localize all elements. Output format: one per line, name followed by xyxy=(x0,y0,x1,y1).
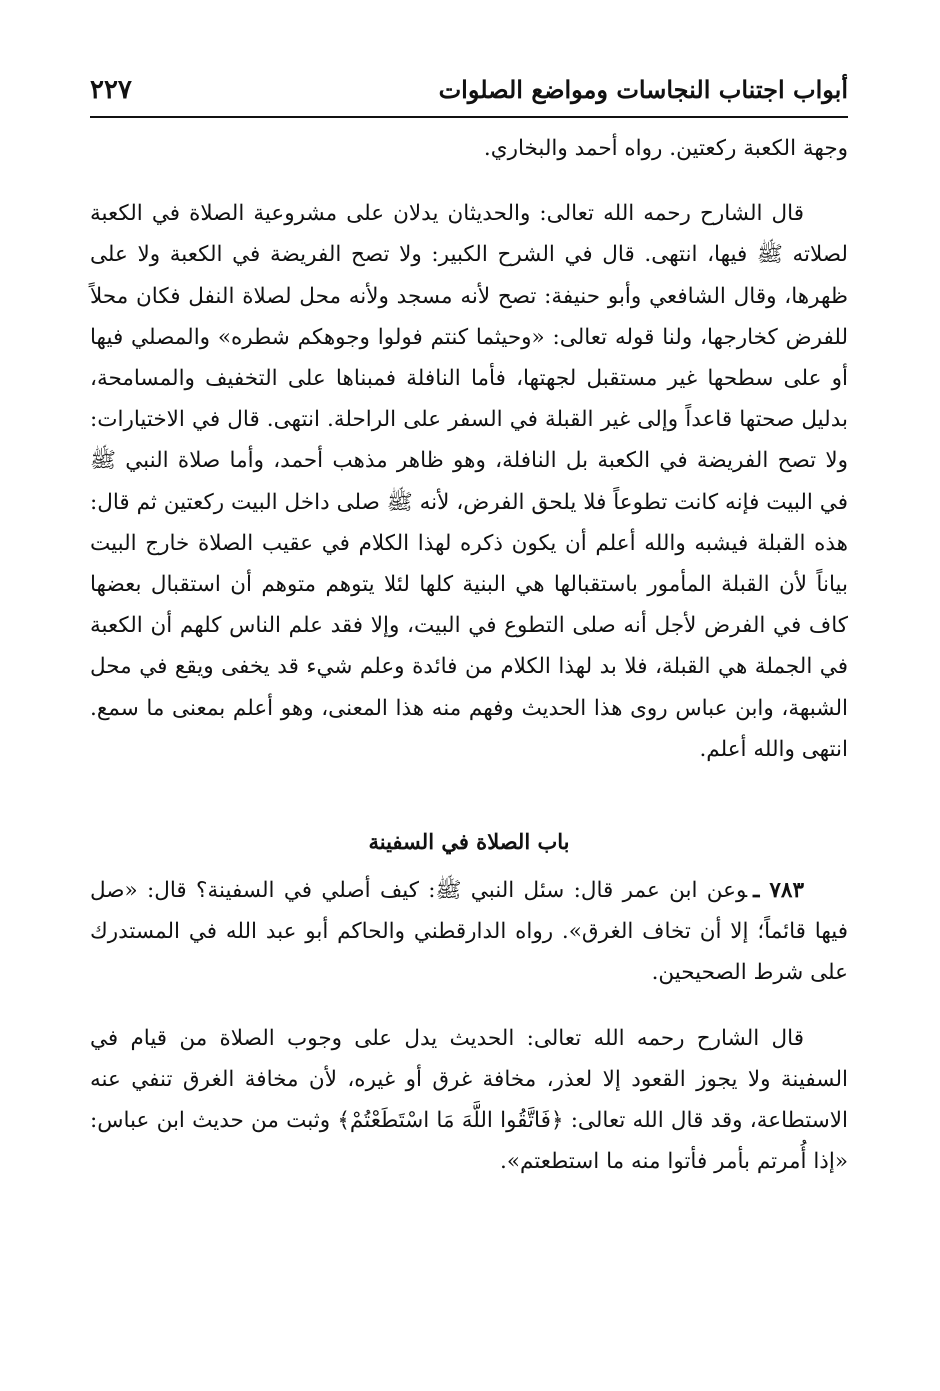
paragraph-hadith xyxy=(90,870,848,994)
paragraph-continuation: وجهة الكعبة ركعتين. رواه أحمد والبخاري. xyxy=(483,136,848,161)
hadith-text: وعن ابن عمر قال: سئل النبي ﷺ: كيف أصلي في السفينة؟ قال: «صل فيها قائماً؛ إلا أن تخاف الغرق». رواه الدارقطني والحاكم أبو عبد الله في المستدرك على شرط الصحيحين. xyxy=(90,878,848,986)
section-heading: باب الصلاة في السفينة xyxy=(368,829,570,855)
hadith-number: ٧٨٣ ـ xyxy=(753,878,804,904)
running-title: أبواب اجتناب النجاسات ومواضع الصلوات xyxy=(438,75,848,104)
paragraph-commentary-2: قال الشارح رحمه الله تعالى: الحديث يدل على وجوب الصلاة من قيام في السفينة ولا يجوز القعود إلا لعذر، مخافة غرق أو غيره، لأن مخافة الغرق تنفي عنه الاستطاعة، وقد قال الله تعالى: ﴿فَاتَّقُوا اللَّهَ مَا اسْتَطَعْتُمْ﴾ وثبت من حديث ابن عباس: «إذا أُمرتم بأمر فأتوا منه ما استطعتم». xyxy=(90,1025,848,1175)
page-header xyxy=(90,70,848,118)
paragraph-commentary-1: قال الشارح رحمه الله تعالى: والحديثان يدلان على مشروعية الصلاة في الكعبة لصلاته ﷺ فيها، انتهى. قال في الشرح الكبير: ولا تصح الفريضة في الكعبة ولا على ظهرها، وقال الشافعي وأبو حنيفة: تصح لأنه مسجد ولأنه محل لصلاة النفل فكان محلاً للفرض كخارجها، ولنا قوله تعالى: «وحيثما كنتم فولوا وجوهكم شطره» والمصلي فيها أو على سطحها غير مستقبل لجهتها، فأما النافلة فمبناها على التخفيف والمسامحة، بدليل صحتها قاعداً وإلى غير القبلة في السفر على الراحلة. انتهى. قال في الاختيارات: ولا تصح الفريضة في الكعبة بل النافلة، وهو ظاهر مذهب أحمد، وأما صلاة النبي ﷺ في البيت فإنه كانت تطوعاً فلا يلحق الفرض، لأنه ﷺ صلى داخل البيت ركعتين ثم قال: هذه القبلة فيشبه والله أعلم أن يكون ذكره لهذا الكلام في عقيب الصلاة خارج البيت بياناً لأن القبلة المأمور باستقبالها هي البنية كلها لئلا يتوهم متوهم أن استقبال بعضها كاف في الفرض لأجل أنه صلى التطوع في البيت، وإلا فقد علم الناس كلهم أن الكعبة في الجملة هي القبلة، فلا بد لهذا الكلام من فائدة وعلم شيء قد يخفى ويقع في محل الشبهة، وابن عباس روى هذا الحديث وفهم منه هذا المعنى، وهو أعلم بمعنى ما سمع. انتهى والله أعلم. xyxy=(90,201,848,762)
page-number: ٢٢٧ xyxy=(90,75,132,105)
book-page xyxy=(90,70,848,1182)
